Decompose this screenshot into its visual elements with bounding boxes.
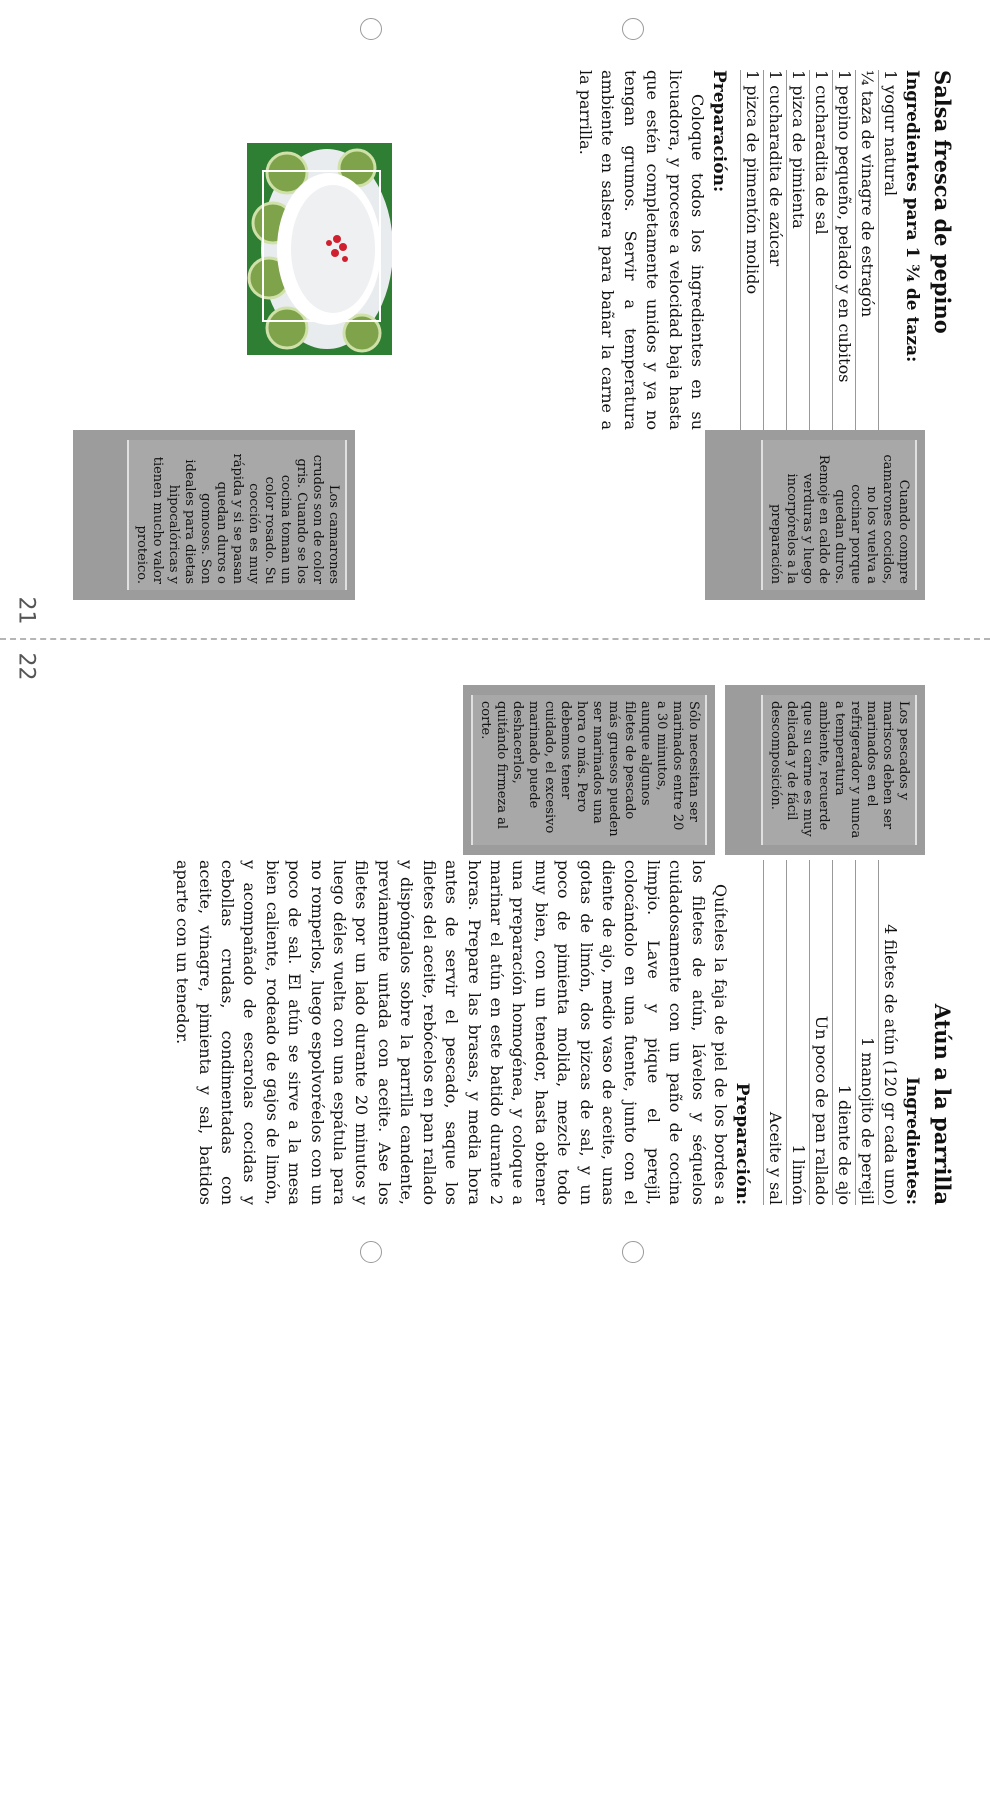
ingredient-item: 1 yogur natural bbox=[878, 70, 901, 430]
preparation-text: Quíteles la faja de piel de los bordes a los filetes de atún, lávelos y séquelos cuidadosamente con un paño de cocina limpio. Lave y pique el perejil, colocándolo en una fuente, junto con el diente de ajo, medio vaso de aceite, unas gotas de limón, dos pizcas de sal, y un poco de pimienta molida, mezcle todo muy bien, con un tenedor, hasta obtener una preparación homogénea, y coloque a marinar el atún en este batido durante 2 horas. Prepare las brasas, y media hora antes de servir el pescado, saque los filetes del aceite, rebócelos en pan rallado y dispóngalos sobre la parrilla candente, previamente untada con aceite. Ase los filetes por un lado durante 20 minutos y luego déles vuelta con una espátula para no romperlos, luego espolvoréelos con un poco de sal. El atún se sirve a la mesa bien caliente, rodeado de gajos de limón, y acompañado de escarolas cocidas y cebollas crudas, condimentadas con aceite, vinagre, pimienta y sal, batidos aparte con un tenedor. bbox=[173, 860, 730, 1205]
ingredients-heading: Ingredientes: bbox=[902, 1076, 922, 1205]
punch-hole-icon bbox=[622, 18, 644, 40]
ingredients-heading: Ingredientes para 1 ¾ de taza: bbox=[902, 70, 922, 363]
tip-box-marinate-time bbox=[463, 685, 715, 855]
punch-hole-icon bbox=[360, 18, 382, 40]
ingredient-item: 1 manojito de perejil bbox=[855, 860, 878, 1205]
tip-box-marinate-fridge bbox=[725, 685, 925, 855]
ingredient-item: Aceite y sal bbox=[763, 860, 786, 1205]
ingredient-item: 1 pepino pequeño, pelado y en cubitos bbox=[832, 70, 855, 430]
tip-text: Los pescados y mariscos deben ser marinados en el refrigerador y nunca a temperatura ambiente, recuerde que su carne es muy delicada y de fácil descomposición. bbox=[761, 695, 917, 845]
ingredient-item: ¼ taza de vinagre de estragón bbox=[855, 70, 878, 430]
recipe-title: Atún a la parrilla bbox=[930, 1003, 955, 1205]
ingredient-item: 1 cucharadita de azúcar bbox=[763, 70, 786, 430]
preparation-heading: Preparación: bbox=[709, 70, 729, 193]
punch-hole-icon bbox=[360, 1241, 382, 1263]
ingredient-item: 1 cucharadita de sal bbox=[809, 70, 832, 430]
tip-box-raw-shrimp bbox=[73, 430, 355, 600]
ingredient-item: 1 limón bbox=[786, 860, 809, 1205]
tip-text: Sólo necesitan ser marinados entre 20 a 30 minutos, aunque algunos filetes de pescado más gruesos pueden ser marinados una hora o más. Pero debemos tener cuidado, el excesivo marinado puede deshacerlos, quitándo firmeza al corte. bbox=[471, 695, 707, 845]
punch-hole-icon bbox=[622, 1241, 644, 1263]
page-number-left: 21 bbox=[13, 596, 39, 625]
tip-box-cooked-shrimp bbox=[705, 430, 925, 600]
ingredient-item: Un poco de pan rallado bbox=[809, 860, 832, 1205]
cucumber-yogurt-photo bbox=[247, 143, 392, 355]
preparation-text: Coloque todos los ingredientes en su licuadora, y procese a velocidad baja hasta que estén completamente unidos y ya no tengan grumos. Servir a temperatura ambiente en salsera para bañar la carne a la parrilla. bbox=[575, 70, 707, 430]
tip-text: Cuando compre camarones cocidos, no los vuelva a cocinar porque quedan duros. Remoje en caldo de verduras y luego incorpórelos a la preparación bbox=[761, 440, 917, 590]
ingredient-item: 1 pizca de pimienta bbox=[786, 70, 809, 430]
tip-text: Los camarones crudos son de color gris. Cuando se los cocina toman un color rosado. Su cocción es muy rápida y si se pasan quedan duros o gomosos. Son ideales para dietas hipocalóricas y tienen mucho valor proteico. bbox=[127, 440, 347, 590]
recipe-title: Salsa fresca de pepino bbox=[930, 70, 955, 334]
ingredient-item: 1 diente de ajo bbox=[832, 860, 855, 1205]
page-number-right: 22 bbox=[13, 652, 39, 681]
ingredient-item: 4 filetes de atún (120 gr cada uno) bbox=[878, 860, 901, 1205]
fold-line bbox=[0, 638, 990, 640]
recipe-atun-parrilla bbox=[171, 860, 955, 1205]
recipe-salsa-pepino bbox=[574, 70, 955, 430]
ingredient-item: 1 pizca de pimentón molido bbox=[740, 70, 763, 430]
preparation-heading: Preparación: bbox=[732, 1082, 752, 1205]
